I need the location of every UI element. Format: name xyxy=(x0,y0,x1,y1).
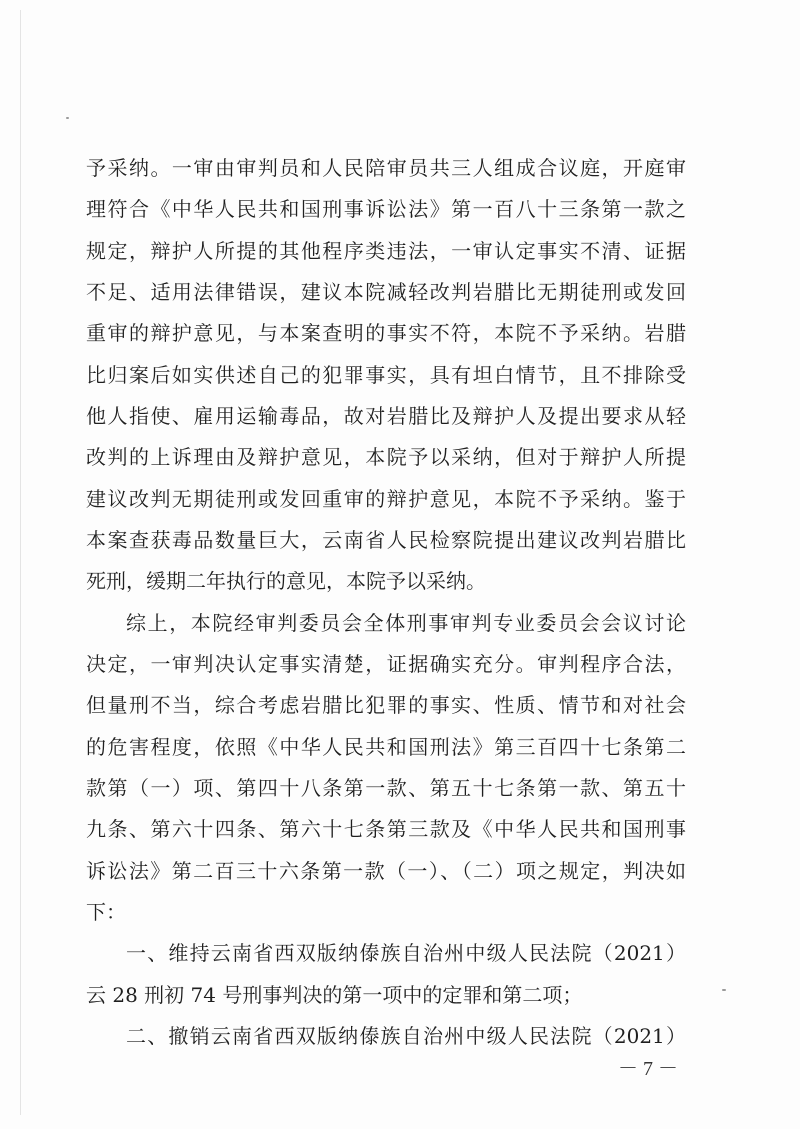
text-line: 比归案后如实供述自己的犯罪事实，具有坦白情节，且不排除受 xyxy=(86,363,686,387)
text-line: 款第（一）项、第四十八条第一款、第五十七条第一款、第五十 xyxy=(86,776,686,800)
text-line: 理符合《中华人民共和国刑事诉讼法》第一百八十三条第一款之 xyxy=(86,197,686,221)
page-number: － 7 － xyxy=(618,1058,678,1080)
text-line: 规定，辩护人所提的其他程序类违法，一审认定事实不清、证据 xyxy=(86,239,686,263)
scan-speck xyxy=(66,117,69,119)
text-line: 重审的辩护意见，与本案查明的事实不符，本院不予采纳。岩腊 xyxy=(86,321,686,345)
text-line: 但量刑不当，综合考虑岩腊比犯罪的事实、性质、情节和对社会 xyxy=(86,693,686,717)
text-line: 本案查获毒品数量巨大，云南省人民检察院提出建议改判岩腊比 xyxy=(86,528,686,552)
text-line: 二、撤销云南省西双版纳傣族自治州中级人民法院（2021） xyxy=(126,1024,686,1048)
text-line: 诉讼法》第二百三十六条第一款（一）、（二）项之规定，判决如 xyxy=(86,859,686,883)
text-line: 他人指使、雇用运输毒品，故对岩腊比及辩护人及提出要求从轻 xyxy=(86,404,686,428)
text-line: 云 28 刑初 74 号刑事判决的第一项中的定罪和第二项； xyxy=(86,983,583,1007)
text-line: 改判的上诉理由及辩护意见，本院予以采纳，但对于辩护人所提 xyxy=(86,445,686,469)
text-line: 予采纳。一审由审判员和人民陪审员共三人组成合议庭，开庭审 xyxy=(86,156,686,180)
scan-speck xyxy=(722,989,726,991)
text-line: 不足、适用法律错误，建议本院减轻改判岩腊比无期徒刑或发回 xyxy=(86,280,686,304)
text-line: 下： xyxy=(86,900,126,924)
text-line: 死刑，缓期二年执行的意见，本院予以采纳。 xyxy=(86,569,486,593)
text-line: 的危害程度，依照《中华人民共和国刑法》第三百四十七条第二 xyxy=(86,735,686,759)
text-line: 决定，一审判决认定事实清楚，证据确实充分。审判程序合法， xyxy=(86,652,686,676)
text-line: 九条、第六十四条、第六十七条第三款及《中华人民共和国刑事 xyxy=(86,817,686,841)
text-line: 一、维持云南省西双版纳傣族自治州中级人民法院（2021） xyxy=(126,941,686,965)
text-line: 建议改判无期徒刑或发回重审的辩护意见，本院不予采纳。鉴于 xyxy=(86,487,686,511)
text-line: 综上，本院经审判委员会全体刑事审判专业委员会会议讨论 xyxy=(126,611,686,635)
